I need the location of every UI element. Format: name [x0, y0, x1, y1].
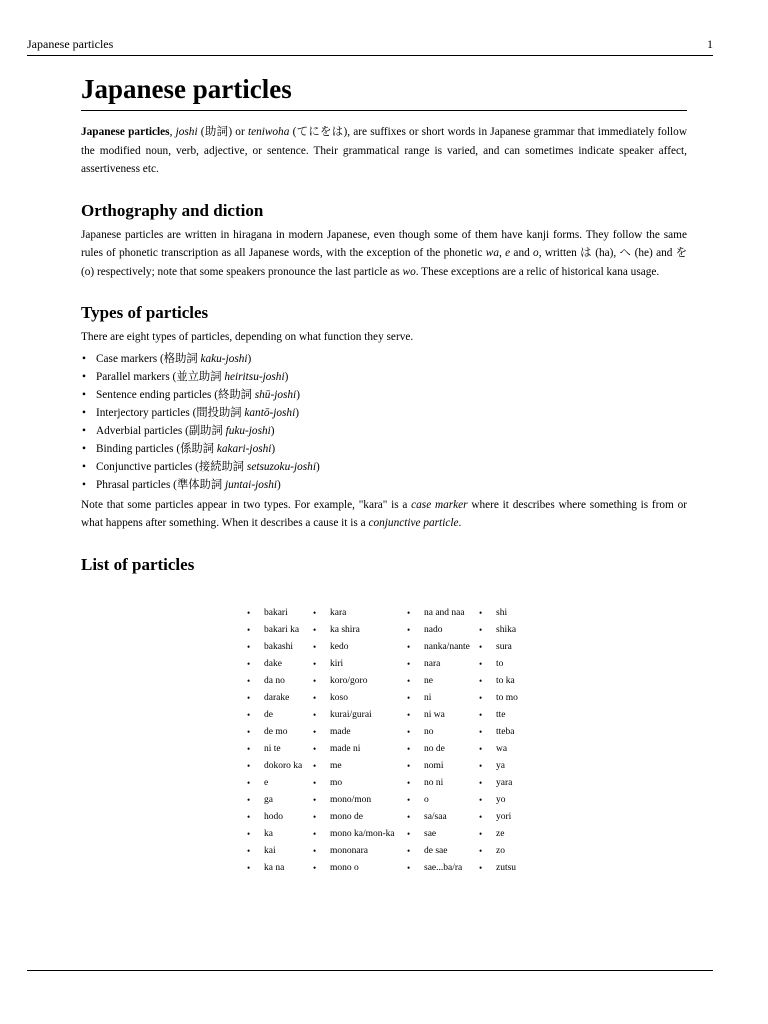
- list-item: • de sae: [407, 843, 470, 860]
- list-item: • mononara: [313, 843, 395, 860]
- list-item: • sae...ba/ra: [407, 860, 470, 877]
- list-item: • ni wa: [407, 707, 470, 724]
- list-item: • no de: [407, 741, 470, 758]
- intro-text-rest: , are suffixes or short words in Japanese grammar that immediately follow the modified noun, verb, adjective, or sentence. Their grammatical range is varied, and can sometimes indicate speaker affect, assertiveness etc.: [81, 126, 687, 175]
- list-item: • Adverbial particles (副助詞 fuku-joshi): [81, 422, 687, 440]
- orthography-paragraph: [81, 226, 687, 282]
- list-item: • dake: [247, 656, 302, 673]
- list-item: • tte: [479, 707, 518, 724]
- list-item: • zo: [479, 843, 518, 860]
- list-item: • mo: [313, 775, 395, 792]
- list-item: • no: [407, 724, 470, 741]
- ortho-text-2: ,: [498, 247, 506, 259]
- list-item: • nomi: [407, 758, 470, 775]
- list-item: • da no: [247, 673, 302, 690]
- list-item: • Interjectory particles (間投助詞 kantō-joshi): [81, 404, 687, 422]
- conjunctive-term: conjunctive particle: [368, 517, 459, 529]
- list-item: • hodo: [247, 809, 302, 826]
- list-item: • mono/mon: [313, 792, 395, 809]
- list-item: • ka shira: [313, 622, 395, 639]
- ortho-o: o: [533, 247, 539, 259]
- list-item: • bakari: [247, 605, 302, 622]
- list-item: • bakashi: [247, 639, 302, 656]
- list-item: • de: [247, 707, 302, 724]
- footer-divider: [27, 970, 713, 971]
- list-item: • made: [313, 724, 395, 741]
- list-item: • kai: [247, 843, 302, 860]
- ortho-text-1: Japanese particles are written in hiragana in modern Japanese, even though some of them have kanji forms. They follow the same rules of phonetic transcription as all Japanese words, with the exception of the phonetic: [81, 228, 687, 259]
- intro-paragraph: [81, 123, 687, 179]
- particle-column-4: [479, 605, 518, 877]
- list-item: • nara: [407, 656, 470, 673]
- article-body: [81, 72, 687, 577]
- list-item: • mono ka/mon-ka: [313, 826, 395, 843]
- ortho-text-5: . These exceptions are a relic of historical kana usage.: [415, 265, 660, 278]
- list-item: • e: [247, 775, 302, 792]
- list-item: • yo: [479, 792, 518, 809]
- list-item: • no ni: [407, 775, 470, 792]
- ortho-wa: wa: [485, 247, 499, 259]
- list-item: • Sentence ending particles (終助詞 shū-joshi): [81, 386, 687, 404]
- section-heading-types: Types of particles: [81, 303, 209, 322]
- list-item: • yara: [479, 775, 518, 792]
- intro-joshi: joshi: [175, 126, 198, 138]
- intro-teniwoha: teniwoha: [247, 126, 290, 138]
- intro-joshi-kanji: (助詞) or: [197, 126, 248, 138]
- running-header: [27, 37, 713, 55]
- list-item: • kurai/gurai: [313, 707, 395, 724]
- list-item: • ka: [247, 826, 302, 843]
- list-item: • ni te: [247, 741, 302, 758]
- page-title: Japanese particles: [81, 72, 687, 111]
- list-item: • na and naa: [407, 605, 470, 622]
- list-item: • me: [313, 758, 395, 775]
- list-item: • Case markers (格助詞 kaku-joshi): [81, 350, 687, 368]
- list-item: • shi: [479, 605, 518, 622]
- ortho-wo: wo: [402, 265, 416, 278]
- intro-term: Japanese particles: [81, 126, 170, 138]
- list-item: • zutsu: [479, 860, 518, 877]
- list-item: • wa: [479, 741, 518, 758]
- list-item: • koso: [313, 690, 395, 707]
- list-item: • sae: [407, 826, 470, 843]
- list-item: • darake: [247, 690, 302, 707]
- list-item: • kedo: [313, 639, 395, 656]
- page-number: 1: [707, 37, 713, 51]
- list-item: • ze: [479, 826, 518, 843]
- ortho-e: e: [505, 247, 511, 259]
- section-heading-list: List of particles: [81, 554, 195, 574]
- ortho-text-3: and: [510, 247, 534, 259]
- intro-text-1: ,: [169, 126, 176, 138]
- list-item: • made ni: [313, 741, 395, 758]
- list-item: • yori: [479, 809, 518, 826]
- list-item: • sura: [479, 639, 518, 656]
- list-item: • Conjunctive particles (接続助詞 setsuzoku-joshi): [81, 458, 687, 476]
- list-item: • koro/goro: [313, 673, 395, 690]
- list-item: • Phrasal particles (準体助詞 juntai-joshi): [81, 476, 687, 494]
- types-list: [81, 350, 687, 494]
- types-note: Note that some particles appear in two types. For example, "kara" is a case marker where it describes where something is from or what happens after something. When it describes a cause it is a conjunctive particle.: [81, 498, 687, 529]
- list-item: • de mo: [247, 724, 302, 741]
- list-item: • bakari ka: [247, 622, 302, 639]
- list-item: • o: [407, 792, 470, 809]
- list-item: • ka na: [247, 860, 302, 877]
- particle-column-3: [407, 605, 470, 877]
- particle-column-2: [313, 605, 395, 877]
- list-item: • tteba: [479, 724, 518, 741]
- types-intro: There are eight types of particles, depending on what function they serve.: [81, 331, 414, 343]
- case-marker-term: case marker: [411, 498, 468, 511]
- list-item: • nanka/nante: [407, 639, 470, 656]
- list-item: • ga: [247, 792, 302, 809]
- list-item: • ya: [479, 758, 518, 775]
- section-heading-orthography: Orthography and diction: [81, 200, 264, 220]
- list-item: • Parallel markers (並立助詞 heiritsu-joshi): [81, 368, 687, 386]
- list-item: • ne: [407, 673, 470, 690]
- list-item: • kara: [313, 605, 395, 622]
- list-item: • mono o: [313, 860, 395, 877]
- intro-teniwoha-kana: (てにをは): [289, 126, 348, 138]
- running-header-title: Japanese particles: [27, 37, 114, 51]
- list-item: • dokoro ka: [247, 758, 302, 775]
- list-item: • Binding particles (係助詞 kakari-joshi): [81, 440, 687, 458]
- list-item: • nado: [407, 622, 470, 639]
- list-item: • shika: [479, 622, 518, 639]
- list-item: • to mo: [479, 690, 518, 707]
- list-item: • to ka: [479, 673, 518, 690]
- list-item: • mono de: [313, 809, 395, 826]
- list-item: • kiri: [313, 656, 395, 673]
- header-divider: [27, 55, 713, 56]
- ortho-text-4: , written は (ha), へ (he) and を (o) respectively; note that some speakers pronounce the last particle as: [81, 247, 687, 278]
- particle-column-1: [247, 605, 302, 877]
- list-item: • ni: [407, 690, 470, 707]
- list-item: • to: [479, 656, 518, 673]
- list-item: • sa/saa: [407, 809, 470, 826]
